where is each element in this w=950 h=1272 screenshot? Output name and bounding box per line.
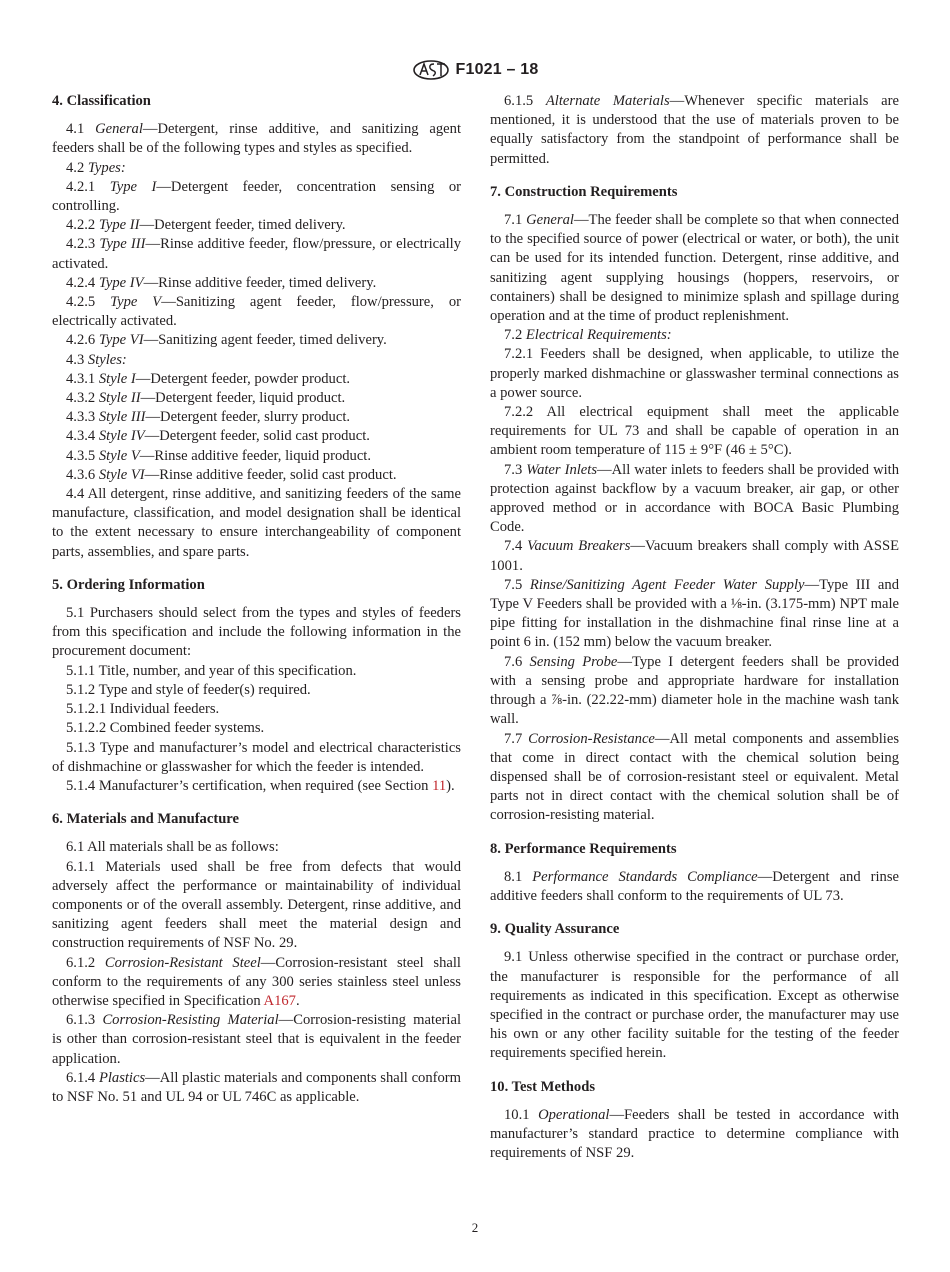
paragraph: 7.2 Electrical Requirements:: [504, 327, 672, 344]
section-title: 5. Ordering Information: [52, 576, 205, 593]
section-title: 7. Construction Requirements: [490, 183, 678, 200]
paragraph: 7.2.2 All electrical equipment shall meet the applicable requirements for UL 73 and shall be capable of operation in an ambient room temperature of 115 ± 9°F (46 ± 5°C).: [490, 404, 899, 459]
paragraph: 5.1.2.2 Combined feeder systems.: [66, 720, 265, 737]
spec-link[interactable]: A167: [263, 992, 296, 1009]
paragraph: 7.7 Corrosion-Resistance—All metal components and assemblies that come in direct contact with the chemical solution being dispensed shall be of corrosion-resistant steel or equivalent. Metal parts not in direct contact with the chemical solution shall be of corrosion-resisting material.: [490, 730, 900, 824]
paragraph: 7.2.1 Feeders shall be designed, when applicable, to utilize the properly marked dishmachine or glasswasher terminal connections as a power source.: [490, 346, 899, 401]
paragraph: 8.1 Performance Standards Compliance—Detergent and rinse additive feeders shall conform to the requirements of UL 73.: [490, 868, 900, 904]
paragraph: 6.1.5 Alternate Materials—Whenever specific materials are mentioned, it is understood that the use of materials proven to be equally satisfactory from the standpoint of performance shall be permitted.: [490, 93, 899, 167]
paragraph: 5.1 Purchasers should select from the types and styles of feeders from this specification and include the following information in the procurement document:: [52, 605, 461, 660]
paragraph: 6.1.3 Corrosion-Resisting Material—Corrosion-resisting material is other than corrosion-resistant steel that is equivalent in the feeder application.: [52, 1012, 461, 1067]
document-designation: F1021 – 18: [455, 61, 539, 78]
paragraph: 6.1.1 Materials used shall be free from defects that would adversely affect the performance or maintainability of individual components or of the overall assembly. Detergent, rinse additive, and sanitizing agent feeders shall meet the material design and construction requirements of NSF No. 29.: [52, 858, 461, 952]
paragraph: 4.2.6 Type VI—Sanitizing agent feeder, timed delivery.: [66, 332, 387, 349]
paragraph: 4.3.1 Style I—Detergent feeder, powder product.: [66, 370, 351, 387]
page-number: 2: [471, 1220, 479, 1235]
paragraph: 4.2.3 Type III—Rinse additive feeder, flow/pressure, or electrically activated.: [52, 236, 461, 272]
right-column: [490, 92, 899, 1163]
paragraph: 4.3 Styles:: [66, 351, 127, 368]
paragraph: 7.6 Sensing Probe—Type I detergent feeders shall be provided with a sensing probe and appropriate hardware for installation through a ⅞-in. (22.22-mm) diameter hole in the machine wash tank wall.: [490, 653, 899, 728]
section-link[interactable]: 11: [432, 777, 447, 794]
left-column: [52, 92, 461, 1107]
paragraph: 5.1.1 Title, number, and year of this specification.: [66, 662, 357, 679]
paragraph: 4.3.5 Style V—Rinse additive feeder, liquid product.: [66, 447, 372, 464]
paragraph: 7.3 Water Inlets—All water inlets to feeders shall be provided with protection against backflow by a vacuum breaker, air gap, or other approved method or in accordance with BOCA Basic Plumbing Code.: [490, 461, 900, 536]
paragraph: 5.1.4 Manufacturer’s certification, when required (see Section 11).: [66, 777, 455, 794]
page-header: [0, 58, 950, 82]
paragraph: 5.1.3 Type and manufacturer’s model and electrical characteristics of dishmachine or glasswasher for which the feeder is intended.: [52, 739, 461, 775]
paragraph: 4.2.5 Type V—Sanitizing agent feeder, flow/pressure, or electrically activated.: [52, 294, 461, 330]
paragraph: 4.3.3 Style III—Detergent feeder, slurry product.: [66, 409, 351, 426]
paragraph: 4.3.4 Style IV—Detergent feeder, solid cast product.: [66, 428, 370, 445]
paragraph: 4.2 Types:: [66, 159, 126, 176]
paragraph: 7.4 Vacuum Breakers—Vacuum breakers shall comply with ASSE 1001.: [490, 538, 899, 574]
paragraph: 6.1.2 Corrosion-Resistant Steel—Corrosion-resistant steel shall conform to the requirements of any 300 series stainless steel unless otherwise specified in Specification A167.: [52, 954, 461, 1009]
paragraph: 4.4 All detergent, rinse additive, and sanitizing feeders of the same manufacture, classification, and model designation shall be identical to the extent necessary to ensure interchangeability of component parts, assemblies, and spare parts.: [52, 486, 461, 560]
paragraph: 6.1.4 Plastics—All plastic materials and components shall conform to NSF No. 51 and UL 94 or UL 746C as applicable.: [52, 1069, 462, 1105]
paragraph: 7.5 Rinse/Sanitizing Agent Feeder Water Supply—Type III and Type V Feeders shall be provided with a ⅛-in. (3.175-mm) NPT male pipe fitting for installation in the dishmachine final rinse line at a point 6 in. (152 mm) below the vacuum breaker.: [490, 576, 899, 651]
paragraph: 5.1.2 Type and style of feeder(s) required.: [66, 681, 311, 698]
paragraph: 4.2.4 Type IV—Rinse additive feeder, timed delivery.: [66, 274, 377, 291]
section-title: 4. Classification: [52, 93, 151, 109]
section-title: 8. Performance Requirements: [490, 840, 677, 857]
astm-logo-icon: [412, 60, 450, 80]
paragraph: 4.3.2 Style II—Detergent feeder, liquid product.: [66, 390, 346, 407]
paragraph: 4.2.2 Type II—Detergent feeder, timed delivery.: [66, 217, 346, 234]
paragraph: 9.1 Unless otherwise specified in the contract or purchase order, the manufacturer is responsible for the performance of all requirements as indicated in this specification. Except as otherwise specified in the contract or purchase order, the manufacturer may use his own or any other facility suitable for the testing of the feeder requirements specified herein.: [490, 949, 899, 1062]
paragraph: 4.2.1 Type I—Detergent feeder, concentration sensing or controlling.: [52, 178, 462, 215]
paragraph: 6.1 All materials shall be as follows:: [66, 839, 279, 856]
paragraph: 4.3.6 Style VI—Rinse additive feeder, solid cast product.: [66, 466, 397, 483]
paragraph: 4.1 General—Detergent, rinse additive, and sanitizing agent feeders shall be of the following types and styles as specified.: [52, 121, 462, 157]
section-title: 9. Quality Assurance: [490, 921, 620, 938]
paragraph: 7.1 General—The feeder shall be complete so that when connected to the specified source of power (electrical or water, or both), the unit can be used for its intended function. Detergent, rinse additive, and sanitizing agent supplying housings (hoppers, reservoirs, or containers) shall be designed to minimize splash and spillage during operation and at the time of product replenishment.: [490, 212, 899, 325]
paragraph: 10.1 Operational—Feeders shall be tested in accordance with manufacturer’s standard practice to determine compliance with requirements of NSF 29.: [490, 1106, 899, 1162]
paragraph: 5.1.2.1 Individual feeders.: [66, 701, 220, 718]
section-title: 6. Materials and Manufacture: [52, 811, 239, 828]
section-title: 10. Test Methods: [490, 1078, 596, 1095]
